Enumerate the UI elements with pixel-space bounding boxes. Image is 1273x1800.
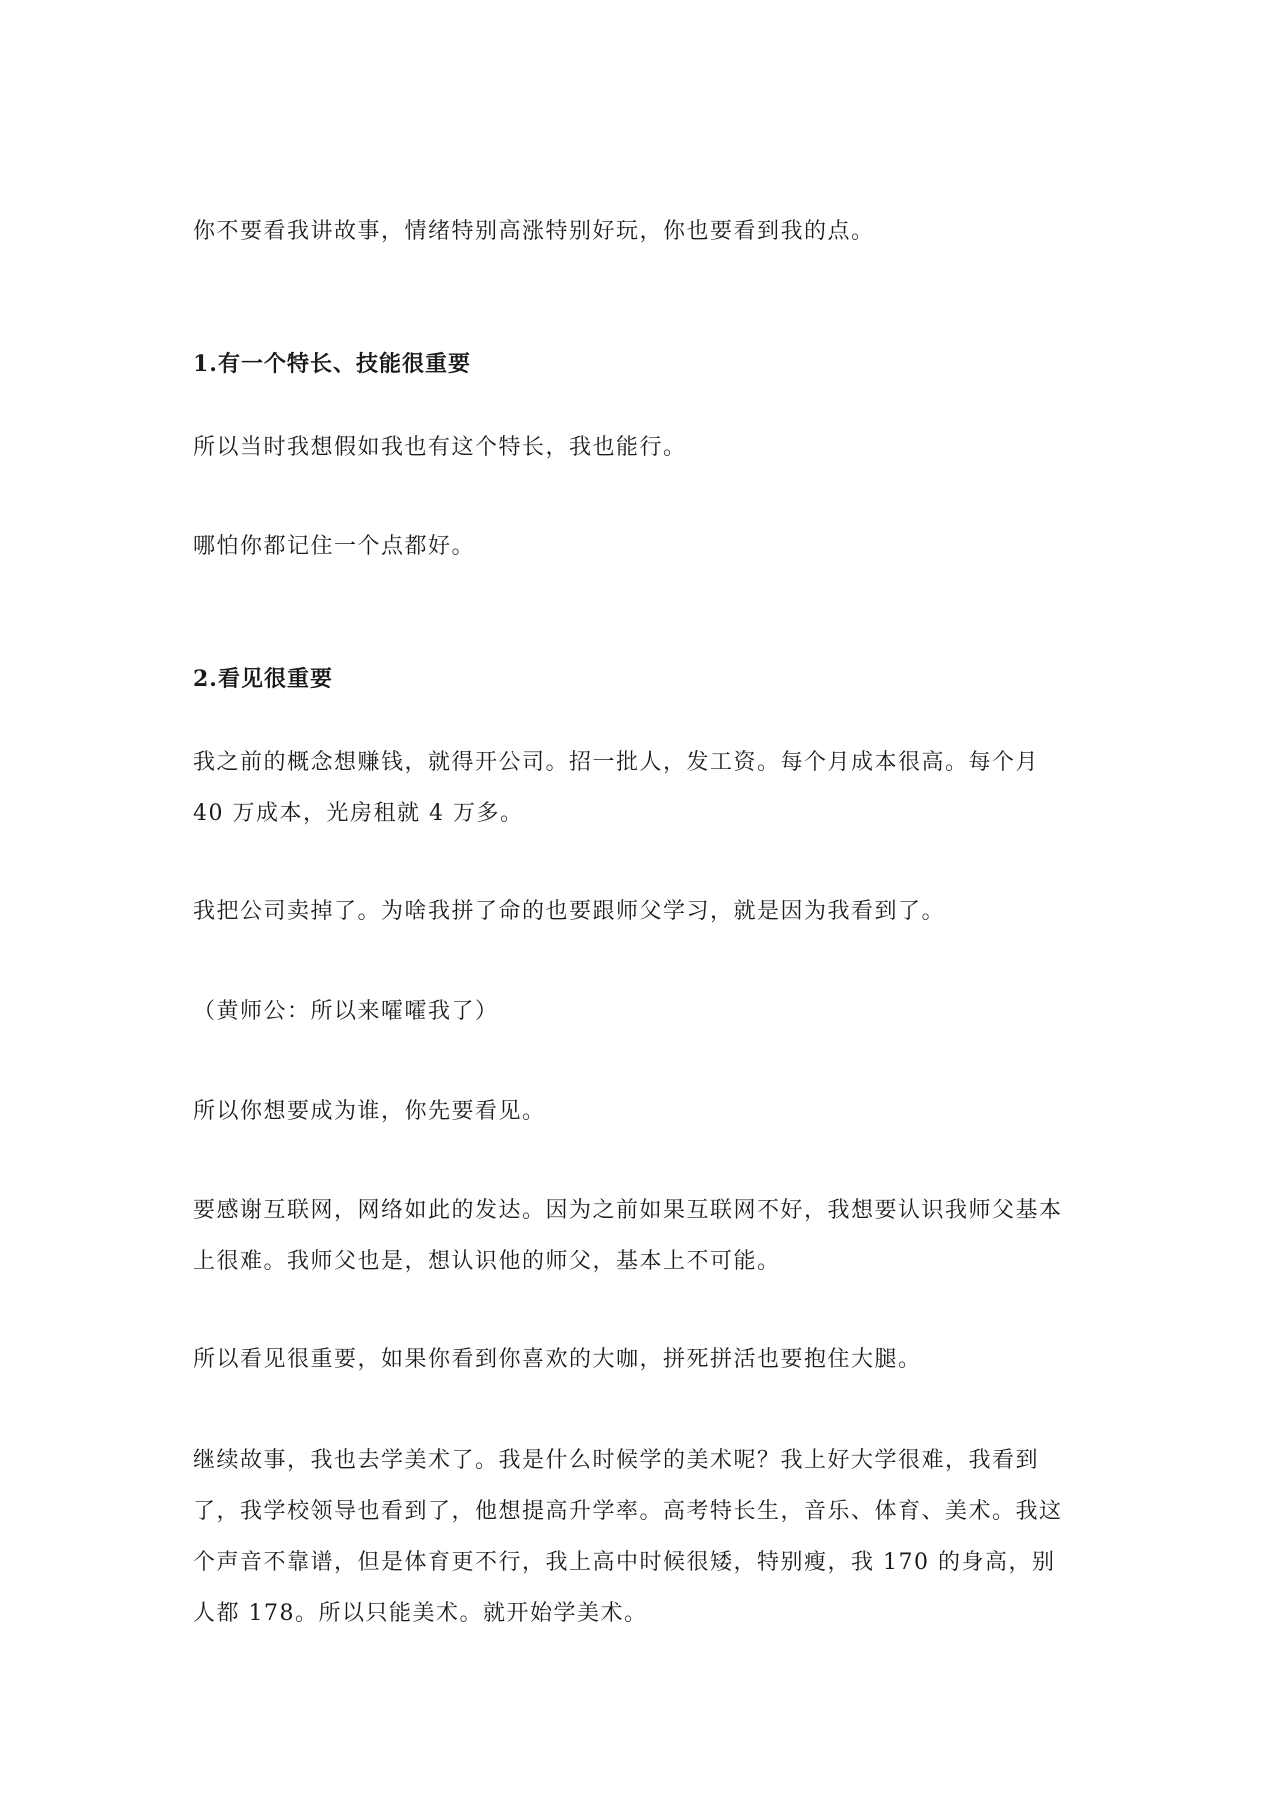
paragraph-aside: （黄师公：所以来嚯嚯我了） xyxy=(193,999,499,1024)
paragraph-talent: 所以当时我想假如我也有这个特长，我也能行。 xyxy=(193,435,687,460)
section-heading-2: 2.看见很重要 xyxy=(193,666,333,692)
section-heading-1: 1.有一个特长、技能很重要 xyxy=(193,351,471,377)
paragraph-art-story: 继续故事，我也去学美术了。我是什么时候学的美术呢？我上好大学很难，我看到了，我学校领导也看到了，他想提高升学率。高考特长生，音乐、体育、美术。我这个声音不靠谱，但是体育更不行，我上高中时候很矮，特别瘦，我 170 的身高，别人都 178。所以只能美术。就开始学美术。 xyxy=(193,1448,1063,1626)
paragraph-intro: 你不要看我讲故事，情绪特别高涨特别好玩，你也要看到我的点。 xyxy=(193,219,875,244)
paragraph-sold-company: 我把公司卖掉了。为啥我拼了命的也要跟师父学习，就是因为我看到了。 xyxy=(193,899,946,924)
paragraph-seeing-important: 所以看见很重要，如果你看到你喜欢的大咖，拼死拼活也要抱住大腿。 xyxy=(193,1347,922,1372)
paragraph-see-first: 所以你想要成为谁，你先要看见。 xyxy=(193,1099,546,1124)
paragraph-company-cost: 我之前的概念想赚钱，就得开公司。招一批人，发工资。每个月成本很高。每个月 40 万成本，光房租就 4 万多。 xyxy=(193,750,1040,826)
paragraph-remember: 哪怕你都记住一个点都好。 xyxy=(193,534,476,559)
paragraph-internet: 要感谢互联网，网络如此的发达。因为之前如果互联网不好，我想要认识我师父基本上很难。我师父也是，想认识他的师父，基本上不可能。 xyxy=(193,1198,1063,1274)
